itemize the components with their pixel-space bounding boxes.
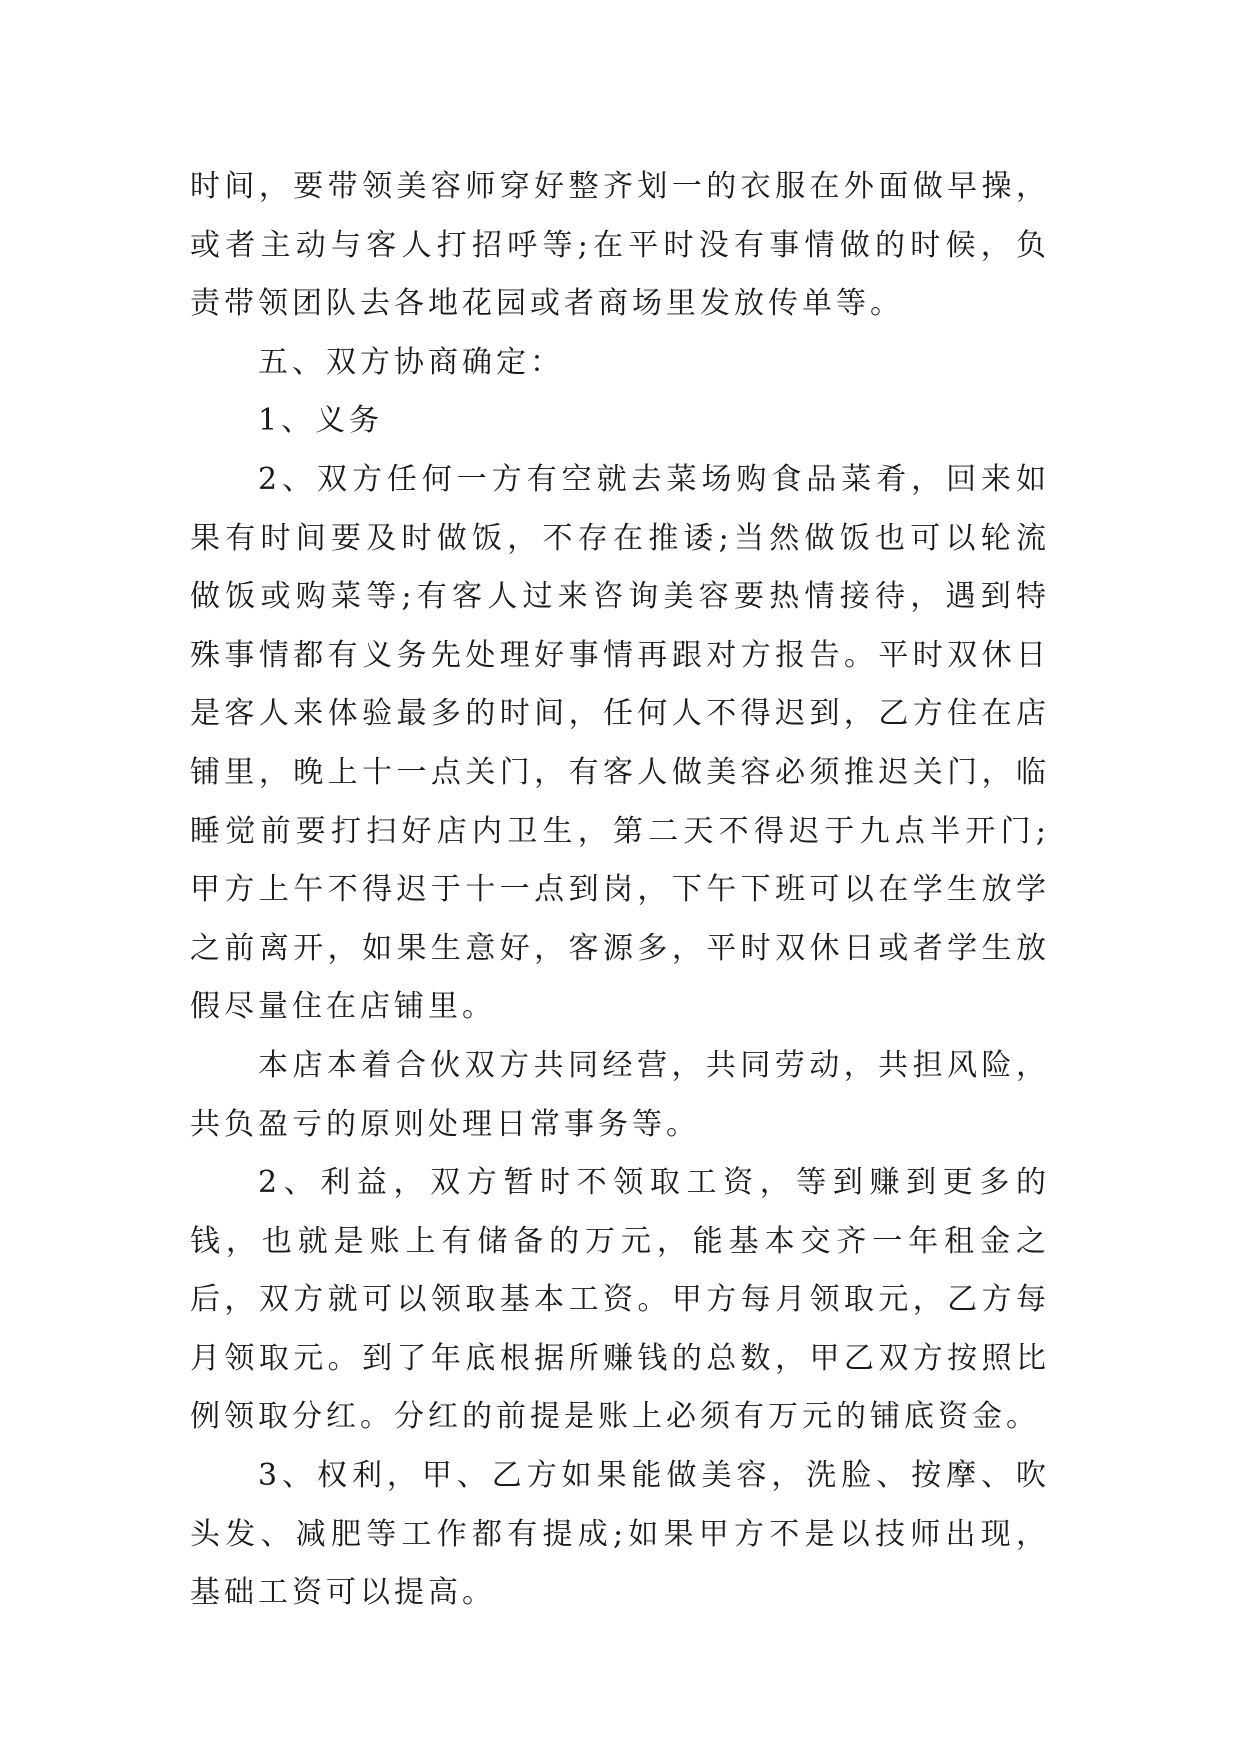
- subheading-obligations: 1、义务: [258, 403, 384, 439]
- document-body: [190, 158, 1050, 1623]
- paragraph-continued-duties: 时间，要带领美容师穿好整齐划一的衣服在外面做早操，或者主动与客人打招呼等;在平时没有事情做的时候，负责带领团队去各地花园或者商场里发放传单等。: [190, 169, 1050, 322]
- paragraph-benefits: 2、利益，双方暂时不领取工资，等到赚到更多的钱，也就是账上有储备的万元，能基本交齐一年租金之后，双方就可以领取基本工资。甲方每月领取元，乙方每月领取元。到了年底根据所赚钱的总数，甲乙双方按照比例领取分红。分红的前提是账上必须有万元的铺底资金。: [190, 1165, 1050, 1435]
- paragraph-rights: 3、权利，甲、乙方如果能做美容，洗脸、按摩、吹头发、减肥等工作都有提成;如果甲方不是以技师出现，基础工资可以提高。: [190, 1458, 1050, 1611]
- section-heading-mutual-agreement: 五、双方协商确定：: [258, 344, 564, 380]
- paragraph-obligations-detail: 2、双方任何一方有空就去菜场购食品菜肴，回来如果有时间要及时做饭，不存在推诿;当然做饭也可以轮流做饭或购菜等;有客人过来咨询美容要热情接待，遇到特殊事情都有义务先处理好事情再跟对方报告。平时双休日是客人来体验最多的时间，任何人不得迟到，乙方住在店铺里，晚上十一点关门，有客人做美容必须推迟关门，临睡觉前要打扫好店内卫生，第二天不得迟于九点半开门;甲方上午不得迟于十一点到岗，下午下班可以在学生放学之前离开，如果生意好，客源多，平时双休日或者学生放假尽量住在店铺里。: [190, 461, 1050, 1025]
- paragraph-operating-principle: 本店本着合伙双方共同经营，共同劳动，共担风险，共负盈亏的原则处理日常事务等。: [190, 1047, 1050, 1142]
